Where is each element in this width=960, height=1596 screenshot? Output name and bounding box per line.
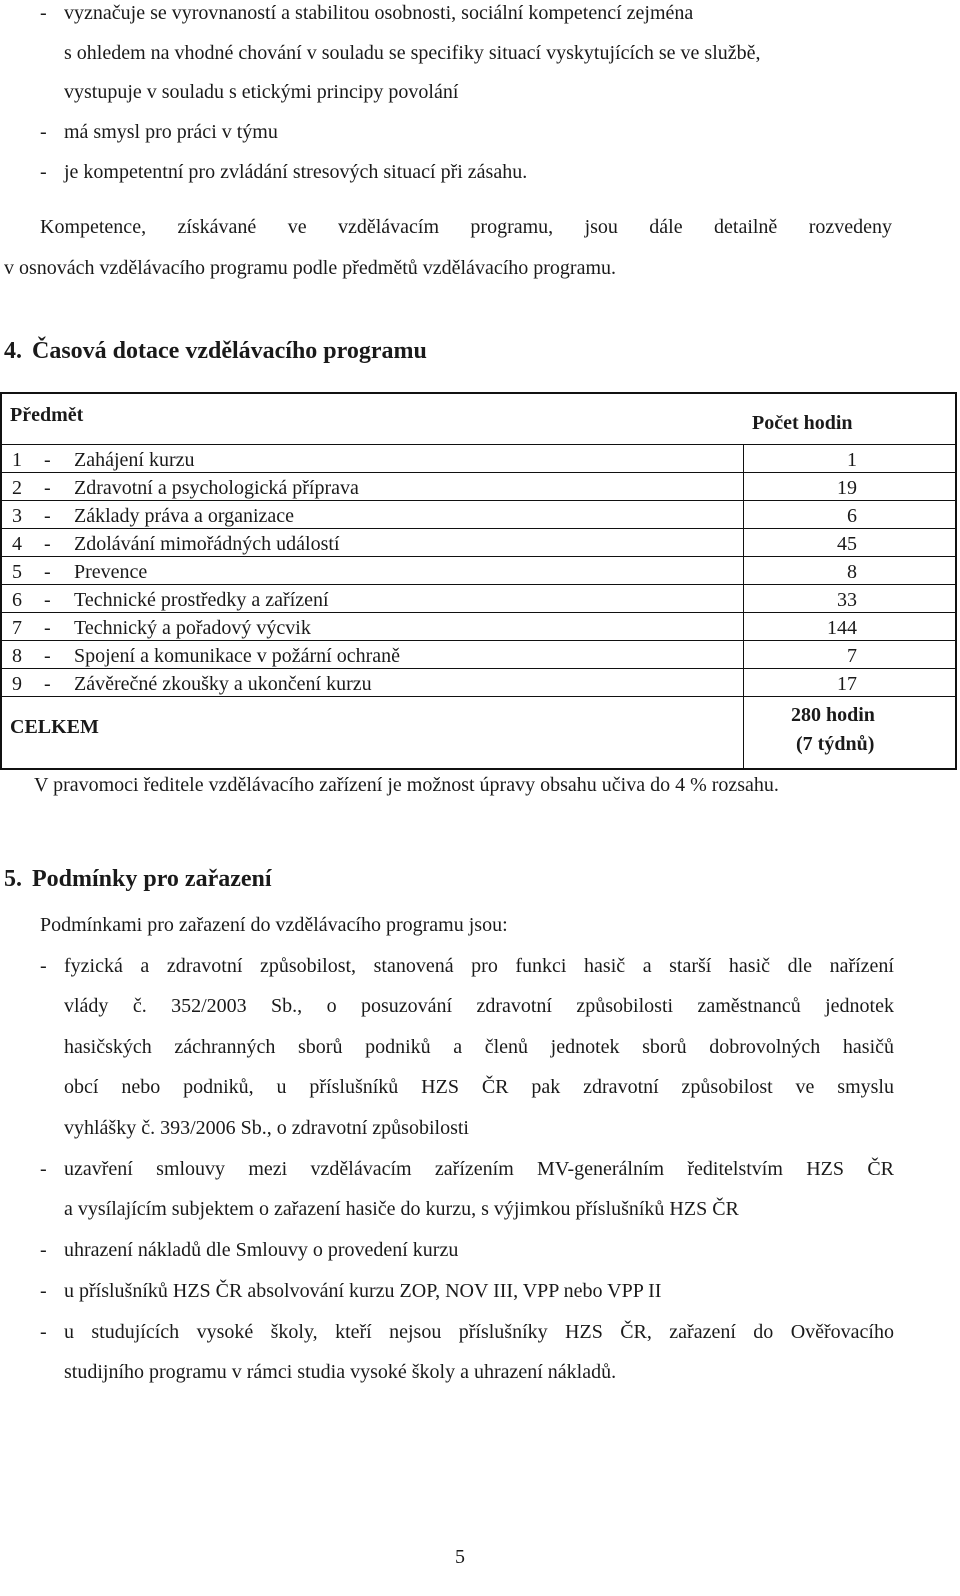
condition-1-line-1: fyzická a zdravotní způsobilost, stanovená pro funkci hasič a starší hasič dle nařízení [64,955,894,977]
row-subject: Spojení a komunikace v požární ochraně [74,645,400,667]
list-dash: - [40,1280,47,1302]
row-separator: - [44,617,51,639]
row-separator: - [44,561,51,583]
row-subject: Zdravotní a psychologická příprava [74,477,359,499]
list-dash: - [40,1239,47,1261]
condition-1-line-3: hasičských záchranných sborů podniků a členů jednotek sborů dobrovolných hasičů [64,1036,894,1058]
section-4-number: 4. [4,338,22,364]
condition-1-line-5: vyhlášky č. 393/2006 Sb., o zdravotní způsobilosti [64,1117,469,1139]
row-number: 7 [12,617,22,639]
row-number: 8 [12,645,22,667]
list-dash: - [40,955,47,977]
section-4-note: V pravomoci ředitele vzdělávacího zařízení je možnost úpravy obsahu učiva do 4 % rozsahu. [34,774,779,796]
row-subject: Zahájení kurzu [74,449,195,471]
header-subject: Předmět [10,404,84,426]
condition-5-line-2: studijního programu v rámci studia vysoké školy a uhrazení nákladů. [64,1361,617,1383]
row-hours: 8 [847,561,857,583]
row-separator: - [44,533,51,555]
row-hours: 6 [847,505,857,527]
row-number: 3 [12,505,22,527]
list-dash: - [40,161,47,183]
list-dash: - [40,121,47,143]
condition-1-line-2: vlády č. 352/2003 Sb., o posuzování zdravotní způsobilosti zaměstnanců jednotek [64,995,894,1017]
row-separator: - [44,477,51,499]
row-number: 5 [12,561,22,583]
condition-2-line-1: uzavření smlouvy mezi vzdělávacím zařízením MV-generálním ředitelstvím HZS ČR [64,1158,894,1180]
list-dash: - [40,2,47,24]
header-hours: Počet hodin [752,412,853,434]
section-4-heading [4,338,427,365]
intro-bullet-2: má smysl pro práci v týmu [64,121,278,143]
intro-bullet-1-line-1: vyznačuje se vyrovnaností a stabilitou osobnosti, sociální kompetencí zejména [64,2,694,24]
intro-bullet-1-line-2: s ohledem na vhodné chování v souladu se specifiky situací vyskytujících se ve službě, [64,42,761,64]
page-number: 5 [455,1546,465,1568]
row-hours: 1 [847,449,857,471]
condition-2-line-2: a vysílajícím subjektem o zařazení hasiče do kurzu, s výjimkou příslušníků HZS ČR [64,1198,739,1220]
row-separator: - [44,673,51,695]
row-hours: 7 [847,645,857,667]
competence-paragraph-line-1: Kompetence, získávané ve vzdělávacím programu, jsou dále detailně rozvedeny [40,216,892,238]
row-hours: 19 [837,477,857,499]
condition-1-line-4: obcí nebo podniků, u příslušníků HZS ČR pak zdravotní způsobilost ve smyslu [64,1076,894,1098]
row-separator: - [44,505,51,527]
row-hours: 17 [837,673,857,695]
row-number: 6 [12,589,22,611]
row-hours: 33 [837,589,857,611]
row-subject: Základy práva a organizace [74,505,295,527]
row-subject: Technické prostředky a zařízení [74,589,329,611]
list-dash: - [40,1158,47,1180]
total-hours: 280 hodin [791,704,875,726]
section-5-title: Podmínky pro zařazení [32,866,272,892]
section-4-title: Časová dotace vzdělávacího programu [32,338,427,364]
row-subject: Prevence [74,561,148,583]
time-allocation-table [0,392,957,770]
total-label: CELKEM [10,716,99,738]
row-separator: - [44,449,51,471]
row-subject: Zdolávání mimořádných událostí [74,533,340,555]
intro-bullet-3: je kompetentní pro zvládání stresových situací při zásahu. [64,161,528,183]
row-separator: - [44,645,51,667]
row-number: 1 [12,449,22,471]
row-separator: - [44,589,51,611]
total-weeks: (7 týdnů) [796,733,875,755]
condition-3: uhrazení nákladů dle Smlouvy o provedení kurzu [64,1239,459,1261]
row-number: 4 [12,533,22,555]
section-5-lead: Podmínkami pro zařazení do vzdělávacího programu jsou: [40,914,508,936]
condition-4: u příslušníků HZS ČR absolvování kurzu ZOP, NOV III, VPP nebo VPP II [64,1280,662,1302]
list-dash: - [40,1321,47,1343]
competence-paragraph-line-2: v osnovách vzdělávacího programu podle předmětů vzdělávacího programu. [4,257,617,279]
row-number: 9 [12,673,22,695]
intro-bullet-1-line-3: vystupuje v souladu s etickými principy povolání [64,81,459,103]
section-5-heading [4,866,272,893]
row-hours: 45 [837,533,857,555]
row-hours: 144 [827,617,857,639]
row-subject: Závěrečné zkoušky a ukončení kurzu [74,673,372,695]
condition-5-line-1: u studujících vysoké školy, kteří nejsou příslušníky HZS ČR, zařazení do Ověřovacího [64,1321,894,1343]
section-5-number: 5. [4,866,22,892]
row-number: 2 [12,477,22,499]
row-subject: Technický a pořadový výcvik [74,617,311,639]
